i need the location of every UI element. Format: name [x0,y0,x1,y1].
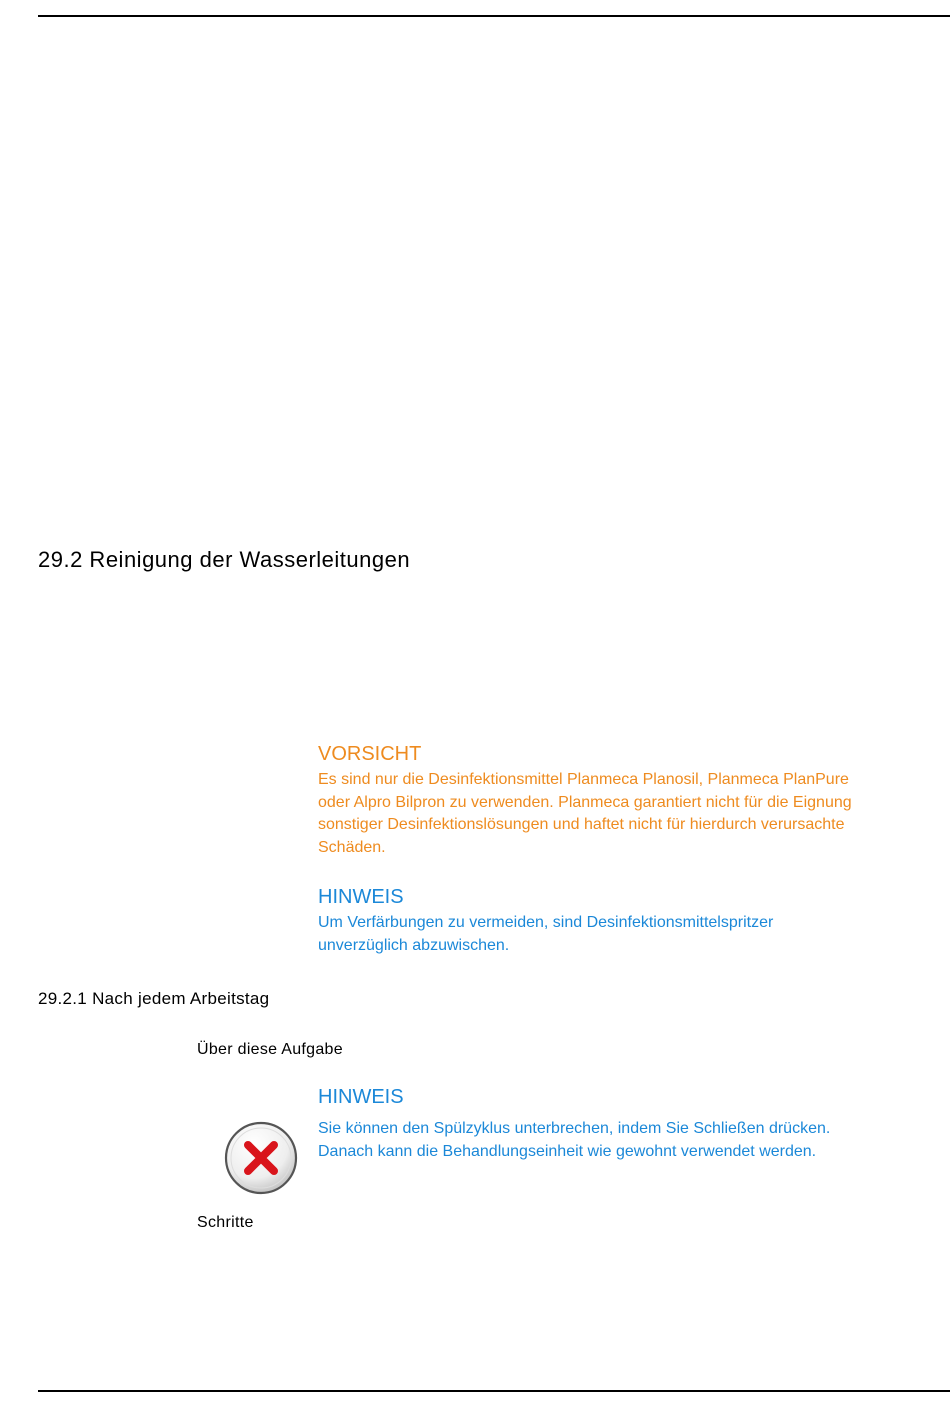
note-line: Sie können den Spülzyklus unterbrechen, indem Sie Schließen drücken. [318,1120,831,1137]
steps-label: Schritte [197,1214,254,1231]
note-discoloration [318,884,946,957]
note-text [318,1118,946,1163]
note-line: Danach kann die Behandlungseinheit wie gewohnt verwendet werden. [318,1142,817,1160]
note-rinse-cycle [318,1084,946,1163]
about-task-label: Über diese Aufgabe [197,1041,343,1058]
caution-line: Es sind nur die Desinfektionsmittel Planmeca Planosil, Planmeca PlanPure [318,771,849,788]
section-heading: 29.2 Reinigung der Wasserleitungen [38,547,411,572]
note-line: Um Verfärbungen zu vermeiden, sind Desinfektionsmittelspritzer [318,914,774,931]
close-icon-graphic [224,1121,298,1195]
caution-text [318,769,946,859]
note-text [318,912,946,957]
caution-line: sonstiger Desinfektionslösungen und haftet nicht für hierdurch verursachte [318,816,845,833]
footer-rule [38,1390,950,1392]
note-line: unverzüglich abzuwischen. [318,936,510,954]
header-rule [38,15,950,17]
subsection-heading: 29.2.1 Nach jedem Arbeitstag [38,989,270,1008]
close-icon [224,1121,298,1195]
caution-line: oder Alpro Bilpron zu verwenden. Planmeca garantiert nicht für die Eignung [318,793,852,811]
note-title: HINWEIS [318,886,404,908]
note-title: HINWEIS [318,1086,404,1108]
caution-line: Schäden. [318,838,386,856]
caution-notice [318,741,946,859]
caution-title: VORSICHT [318,743,422,765]
